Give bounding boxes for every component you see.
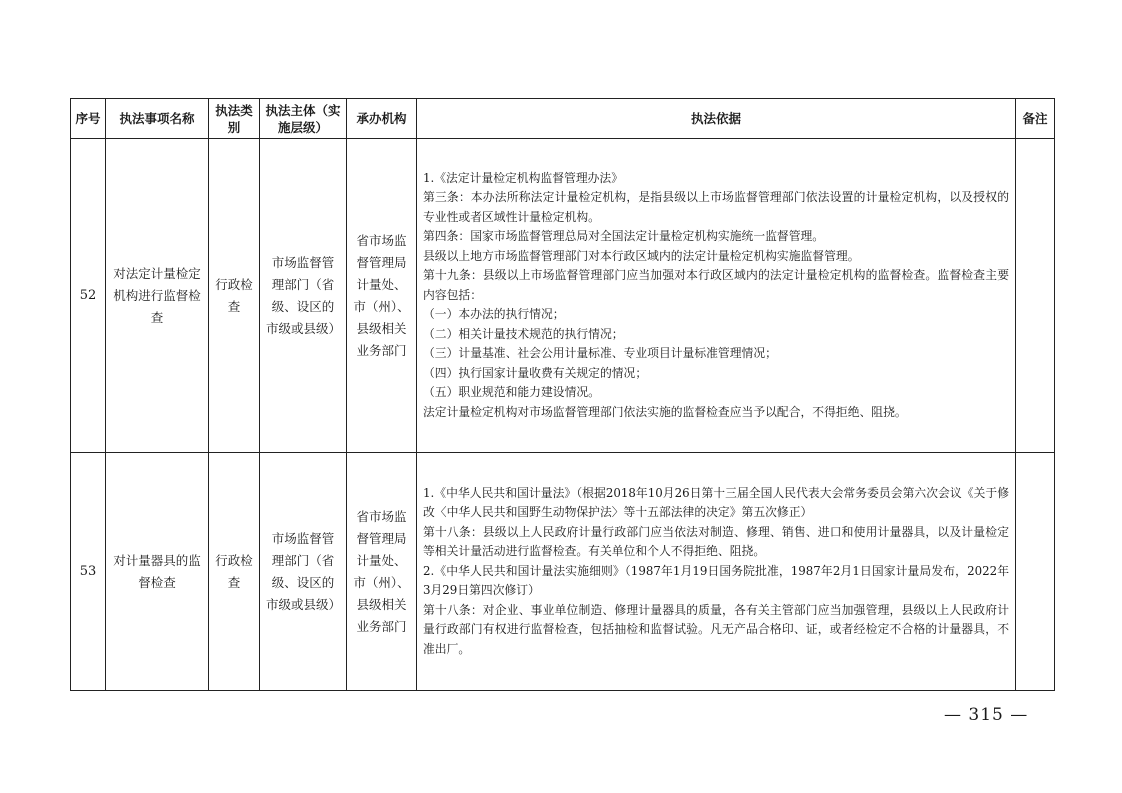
basis-line: 县级以上地方市场监督管理部门对本行政区域内的法定计量检定机构实施监督管理。: [423, 248, 860, 263]
table-row: [71, 453, 1055, 691]
basis-line: 第十九条：县级以上市场监督管理部门应当加强对本行政区域内的法定计量检定机构的监督检查。监督检查主要内容包括：: [423, 268, 1009, 302]
row-basis: [417, 139, 1016, 453]
basis-line: 1.《中华人民共和国计量法》（根据2018年10月26日第十三届全国人民代表大会常务委员会第六次会议《关于修改〈中华人民共和国野生动物保护法〉等十五部法律的决定》第五次修正）: [423, 485, 1009, 520]
row-agency: 省市场监督管理局计量处、市（州）、县级相关业务部门: [347, 453, 417, 691]
basis-line: （三）计量基准、社会公用计量标准、专业项目计量标准管理情况；: [423, 346, 777, 361]
header-seq: 序号: [71, 99, 106, 139]
row-basis: [417, 453, 1016, 691]
row-seq: 53: [71, 453, 106, 691]
row-subject: 市场监督管理部门（省级、设区的市级或县级）: [260, 453, 347, 691]
header-subject: 执法主体（实施层级）: [260, 99, 347, 139]
row-remark: [1016, 453, 1055, 691]
row-seq: 52: [71, 139, 106, 453]
row-remark: [1016, 139, 1055, 453]
row-category: 行政检查: [209, 453, 260, 691]
basis-line: （四）执行国家计量收费有关规定的情况；: [423, 365, 648, 380]
table-row: [71, 139, 1055, 453]
row-item: 对计量器具的监督检查: [106, 453, 209, 691]
basis-line: 2.《中华人民共和国计量法实施细则》（1987年1月19日国务院批准，1987年2月1日国家计量局发布，2022年3月29日第四次修订）: [423, 563, 1009, 598]
row-category: 行政检查: [209, 139, 260, 453]
basis-line: （二）相关计量技术规范的执行情况；: [423, 326, 624, 341]
header-category: 执法类别: [209, 99, 260, 139]
header-item: 执法事项名称: [106, 99, 209, 139]
table-header-row: [71, 99, 1055, 139]
header-agency: 承办机构: [347, 99, 417, 139]
page-number: — 315 —: [944, 705, 1029, 725]
basis-line: 1.《法定计量检定机构监督管理办法》: [423, 170, 624, 185]
basis-line: （五）职业规范和能力建设情况。: [423, 385, 600, 400]
header-remark: 备注: [1016, 99, 1055, 139]
header-basis: 执法依据: [417, 99, 1016, 139]
basis-line: 第十八条：对企业、事业单位制造、修理计量器具的质量，各有关主管部门应当加强管理，县级以上人民政府计量行政部门有权进行监督检查，包括抽检和监督试验。凡无产品合格印、证，或者经检定不合格的计量器具，不准出厂。: [423, 602, 1009, 656]
row-agency: 省市场监督管理局计量处、市（州）、县级相关业务部门: [347, 139, 417, 453]
row-item: 对法定计量检定机构进行监督检查: [106, 139, 209, 453]
basis-line: 法定计量检定机构对市场监督管理部门依法实施的监督检查应当予以配合，不得拒绝、阻挠。: [423, 404, 907, 419]
basis-line: 第四条：国家市场监督管理总局对全国法定计量检定机构实施统一监督管理。: [423, 229, 825, 244]
basis-line: （一）本办法的执行情况；: [423, 307, 565, 322]
enforcement-table: [70, 98, 1055, 691]
row-subject: 市场监督管理部门（省级、设区的市级或县级）: [260, 139, 347, 453]
basis-line: 第十八条：县级以上人民政府计量行政部门应当依法对制造、修理、销售、进口和使用计量器具，以及计量检定等相关计量活动进行监督检查。有关单位和个人不得拒绝、阻挠。: [423, 524, 1009, 559]
basis-line: 第三条：本办法所称法定计量检定机构，是指县级以上市场监督管理部门依法设置的计量检定机构，以及授权的专业性或者区域性计量检定机构。: [423, 190, 1009, 224]
